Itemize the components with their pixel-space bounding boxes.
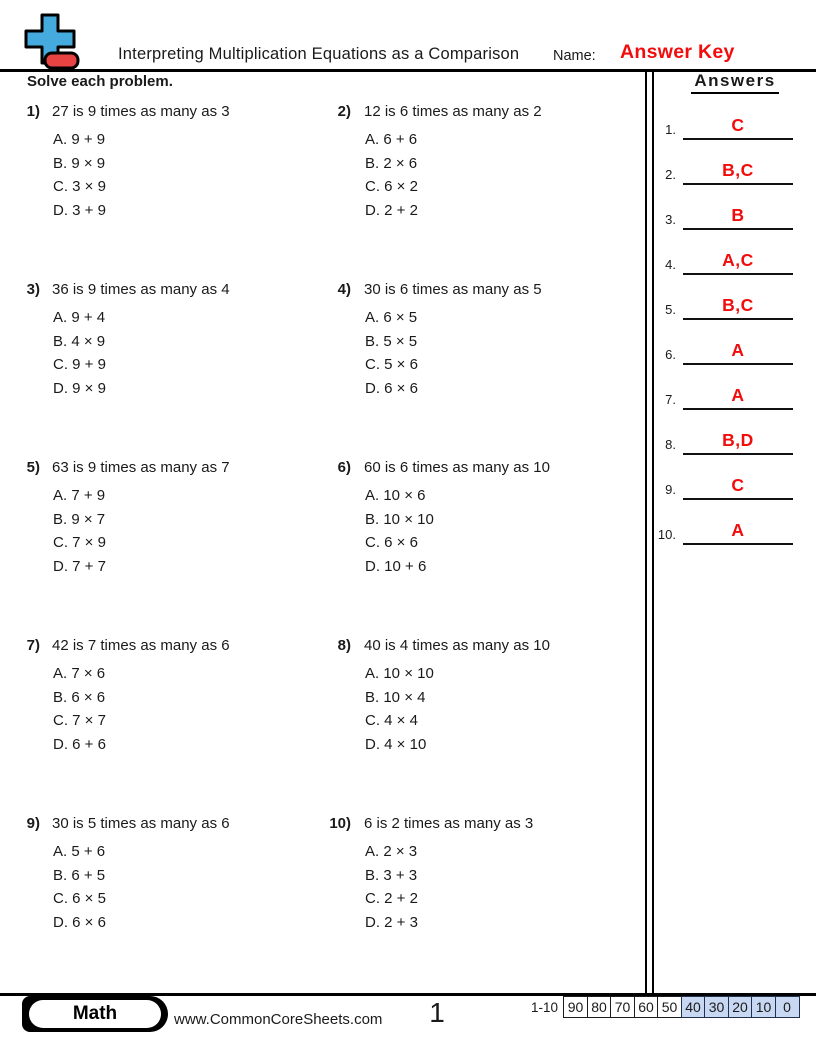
choice-option: A. 9 + 9 bbox=[53, 131, 106, 148]
choice-option: A. 9 + 4 bbox=[53, 309, 106, 326]
answer-value: B,C bbox=[722, 160, 754, 180]
subject-badge-label: Math bbox=[72, 1003, 118, 1024]
choice-option: B. 6 + 5 bbox=[53, 866, 106, 884]
problem-question: 40 is 4 times as many as 10 bbox=[364, 637, 550, 654]
answer-blank-line bbox=[683, 228, 793, 230]
score-range-label: 1-10 bbox=[530, 1000, 558, 1015]
choice-option: C. 4 × 4 bbox=[365, 712, 418, 730]
choice-option: B. 4 × 9 bbox=[53, 332, 106, 350]
answer-key-text: Answer Key bbox=[620, 41, 735, 63]
answer-value: B,D bbox=[722, 430, 754, 450]
answer-value: A bbox=[731, 385, 745, 405]
problem-number: 3) bbox=[26, 281, 40, 298]
choice-option: C. 6 × 6 bbox=[365, 534, 418, 552]
answer-number: 5. bbox=[665, 302, 676, 317]
choice-option: A. 7 × 6 bbox=[53, 665, 106, 682]
answer-blank-line bbox=[683, 318, 793, 320]
answer-blank-line bbox=[683, 138, 793, 140]
choice-option: A. 6 + 6 bbox=[365, 131, 418, 148]
score-box: 60 bbox=[634, 996, 659, 1018]
problem-question: 30 is 6 times as many as 5 bbox=[364, 281, 542, 298]
answer-value: B bbox=[731, 205, 745, 225]
problem-choices bbox=[365, 840, 418, 935]
answer-number: 10. bbox=[657, 527, 676, 542]
choice-option: C. 9 + 9 bbox=[53, 356, 106, 374]
problem-question: 63 is 9 times as many as 7 bbox=[52, 459, 230, 476]
problem-question: 12 is 6 times as many as 2 bbox=[364, 103, 542, 120]
score-box: 10 bbox=[751, 996, 776, 1018]
plus-minus-logo-icon bbox=[24, 13, 80, 70]
choice-option: C. 6 × 2 bbox=[365, 178, 418, 196]
problem-number: 6) bbox=[337, 459, 351, 476]
choice-option: B. 9 × 9 bbox=[53, 154, 106, 172]
choice-option: D. 7 + 7 bbox=[53, 558, 106, 576]
choice-option: B. 5 × 5 bbox=[365, 332, 418, 350]
score-box: 50 bbox=[657, 996, 682, 1018]
problem-choices bbox=[365, 306, 418, 401]
choice-option: C. 5 × 6 bbox=[365, 356, 418, 374]
choice-option: D. 6 × 6 bbox=[365, 380, 418, 398]
answer-blank-line bbox=[683, 273, 793, 275]
problem-choices bbox=[53, 128, 106, 223]
answer-value: A,C bbox=[722, 250, 754, 270]
instructions-text: Solve each problem. bbox=[27, 73, 173, 90]
answer-blank-line bbox=[683, 408, 793, 410]
choice-option: D. 6 + 6 bbox=[53, 736, 106, 754]
problem-number: 1) bbox=[26, 103, 40, 120]
answer-number: 7. bbox=[665, 392, 676, 407]
choice-option: C. 7 × 9 bbox=[53, 534, 106, 552]
answers-title: Answers bbox=[691, 71, 778, 94]
answer-value: A bbox=[731, 340, 745, 360]
choice-option: A. 2 × 3 bbox=[365, 843, 418, 860]
choice-option: D. 2 + 3 bbox=[365, 914, 418, 932]
answer-number: 8. bbox=[665, 437, 676, 452]
choice-option: A. 10 × 6 bbox=[365, 487, 426, 504]
problem-choices bbox=[365, 484, 434, 579]
choice-option: B. 9 × 7 bbox=[53, 510, 106, 528]
answer-number: 4. bbox=[665, 257, 676, 272]
answers-panel-header bbox=[654, 71, 816, 94]
choice-option: D. 6 × 6 bbox=[53, 914, 106, 932]
score-box: 80 bbox=[587, 996, 612, 1018]
choice-option: A. 7 + 9 bbox=[53, 487, 106, 504]
problem-question: 27 is 9 times as many as 3 bbox=[52, 103, 230, 120]
problem-question: 42 is 7 times as many as 6 bbox=[52, 637, 230, 654]
choice-option: B. 3 + 3 bbox=[365, 866, 418, 884]
score-box: 20 bbox=[728, 996, 753, 1018]
answer-blank-line bbox=[683, 183, 793, 185]
problem-number: 10) bbox=[329, 815, 351, 832]
choice-option: C. 2 + 2 bbox=[365, 890, 418, 908]
choice-option: D. 2 + 2 bbox=[365, 202, 418, 220]
answer-number: 9. bbox=[665, 482, 676, 497]
name-label: Name: bbox=[553, 48, 596, 64]
choice-option: D. 9 × 9 bbox=[53, 380, 106, 398]
choice-option: B. 10 × 4 bbox=[365, 688, 426, 706]
answer-blank-line bbox=[683, 543, 793, 545]
score-strip bbox=[563, 996, 800, 1018]
problem-choices bbox=[365, 662, 434, 757]
problem-choices bbox=[53, 840, 106, 935]
problem-choices bbox=[365, 128, 418, 223]
answer-number: 2. bbox=[665, 167, 676, 182]
problem-number: 5) bbox=[26, 459, 40, 476]
answer-value: B,C bbox=[722, 295, 754, 315]
choice-option: A. 10 × 10 bbox=[365, 665, 434, 682]
problem-question: 36 is 9 times as many as 4 bbox=[52, 281, 230, 298]
problem-question: 30 is 5 times as many as 6 bbox=[52, 815, 230, 832]
score-box: 40 bbox=[681, 996, 706, 1018]
answer-blank-line bbox=[683, 363, 793, 365]
answer-blank-line bbox=[683, 453, 793, 455]
website-text: www.CommonCoreSheets.com bbox=[174, 1011, 383, 1028]
problem-number: 8) bbox=[337, 637, 351, 654]
answer-number: 6. bbox=[665, 347, 676, 362]
problem-number: 7) bbox=[26, 637, 40, 654]
answer-number: 1. bbox=[665, 122, 676, 137]
answer-blank-line bbox=[683, 498, 793, 500]
worksheet-title: Interpreting Multiplication Equations as a Comparison bbox=[118, 45, 520, 63]
choice-option: D. 3 + 9 bbox=[53, 202, 106, 220]
problem-question: 6 is 2 times as many as 3 bbox=[364, 815, 534, 832]
subject-badge-pill bbox=[29, 1000, 161, 1028]
choice-option: D. 4 × 10 bbox=[365, 736, 427, 754]
answer-number: 3. bbox=[665, 212, 676, 227]
choice-option: A. 5 + 6 bbox=[53, 843, 106, 860]
problem-question: 60 is 6 times as many as 10 bbox=[364, 459, 550, 476]
choice-option: C. 7 × 7 bbox=[53, 712, 106, 730]
problem-choices bbox=[53, 662, 106, 757]
choice-option: D. 10 + 6 bbox=[365, 558, 427, 576]
problem-number: 9) bbox=[26, 815, 40, 832]
problem-choices bbox=[53, 484, 106, 579]
score-box: 90 bbox=[563, 996, 588, 1018]
choice-option: A. 6 × 5 bbox=[365, 309, 418, 326]
choice-option: B. 10 × 10 bbox=[365, 510, 434, 528]
problem-choices bbox=[53, 306, 106, 401]
choice-option: B. 2 × 6 bbox=[365, 154, 418, 172]
score-box: 0 bbox=[775, 996, 800, 1018]
answer-value: A bbox=[731, 520, 745, 540]
answer-value: C bbox=[731, 115, 745, 135]
score-box: 70 bbox=[610, 996, 635, 1018]
score-box: 30 bbox=[704, 996, 729, 1018]
choice-option: C. 6 × 5 bbox=[53, 890, 106, 908]
page-number: 1 bbox=[429, 997, 445, 1028]
answer-value: C bbox=[731, 475, 745, 495]
choice-option: B. 6 × 6 bbox=[53, 688, 106, 706]
choice-option: C. 3 × 9 bbox=[53, 178, 106, 196]
subject-badge bbox=[22, 996, 168, 1032]
problem-number: 4) bbox=[337, 281, 351, 298]
problem-number: 2) bbox=[337, 103, 351, 120]
